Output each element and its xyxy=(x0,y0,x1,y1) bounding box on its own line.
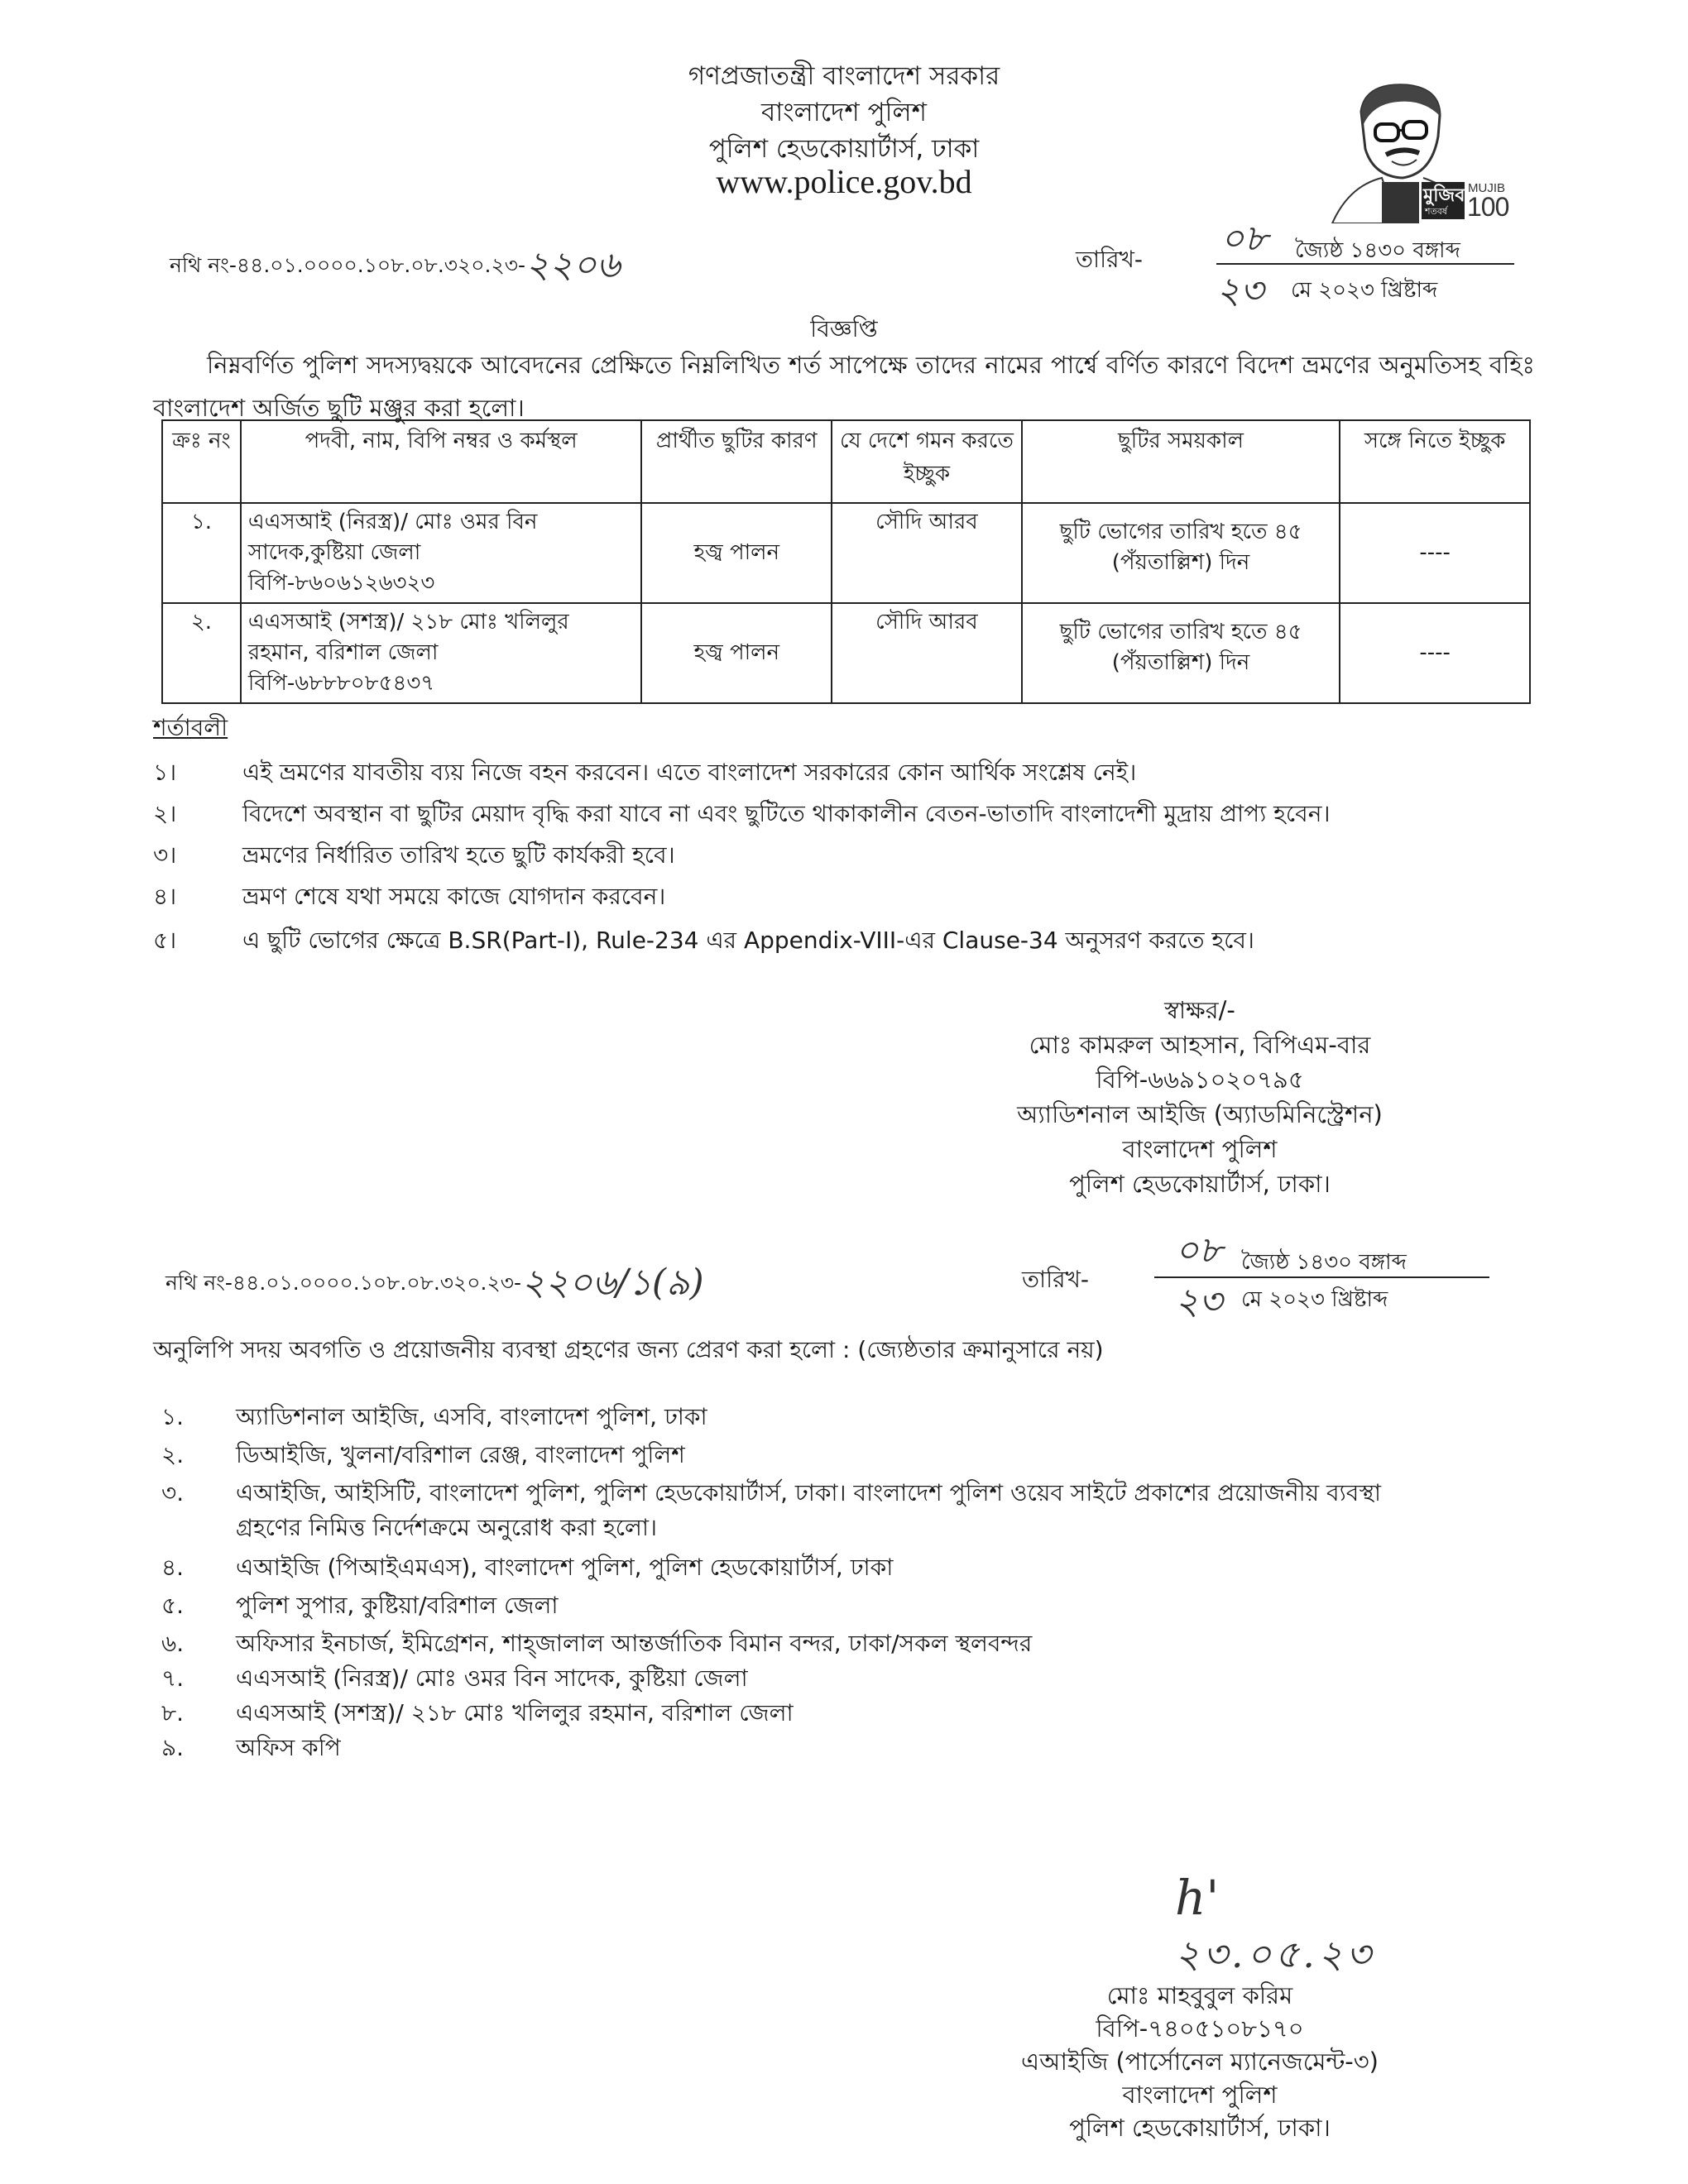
copy-text: পুলিশ সুপার, কুষ্টিয়া/বরিশাল জেলা xyxy=(236,1592,559,1619)
memo1-file-number xyxy=(170,237,620,298)
signatory1-bp: বিপি-৬৬৯১০২০৭৯৫ xyxy=(1096,1066,1304,1094)
signatory2-office: পুলিশ হেডকোয়ার্টার্স, ঢাকা। xyxy=(1069,2114,1331,2142)
copy-intro: অনুলিপি সদয় অবগতি ও প্রয়োজনীয় ব্যবস্থা গ্রহণের জন্য প্রেরণ করা হলো : (জ্যেষ্ঠতার ক্রমানুসারে নয়) xyxy=(153,1336,1104,1363)
memo1-file-number-handwritten: ২২০৬ xyxy=(525,244,621,286)
condition-item xyxy=(153,879,665,917)
condition-text: ভ্রমণের নির্ধারিত তারিখ হতে ছুটি কার্যকরী হবে। xyxy=(242,841,675,869)
copy-text: এআইজি, আইসিটি, বাংলাদেশ পুলিশ, পুলিশ হেডকোয়ার্টার্স, ঢাকা। বাংলাদেশ পুলিশ ওয়েব সাইটে প্রকাশের প্রয়োজনীয় ব্যবস্থা গ্রহণের নিমিত্ত নির্দেশক্রমে অনুরোধ করা হলো। xyxy=(236,1479,1381,1541)
row-country: সৌদি আরব xyxy=(832,503,1022,603)
letterhead-website: www.police.gov.bd xyxy=(716,163,972,200)
copy-number: ৮. xyxy=(161,1699,185,1727)
signatory2-block xyxy=(910,1979,1489,2144)
copy-number: ১. xyxy=(161,1403,185,1430)
memo1-date-label: তারিখ- xyxy=(1076,246,1144,273)
header-reason: প্রার্থীত ছুটির কারণ xyxy=(641,420,832,503)
condition-text: বিদেশে অবস্থান বা ছুটির মেয়াদ বৃদ্ধি করা যাবে না এবং ছুটিতে থাকাকালীন বেতন-ভাতাদি বাংলাদেশী মুদ্রায় প্রাপ্য হবেন। xyxy=(242,800,1331,827)
row-name-line1: এএসআই (সশস্ত্র)/ ২১৮ মোঃ খলিলুর xyxy=(247,610,569,635)
conditions-title: শর্তাবলী xyxy=(153,714,228,741)
copy-number: ৪. xyxy=(161,1554,185,1581)
header-companion: সঙ্গে নিতে ইচ্ছুক xyxy=(1340,420,1530,503)
header-designation-name: পদবী, নাম, বিপি নম্বর ও কর্মস্থল xyxy=(241,420,642,503)
row-reason: হজ্ব পালন xyxy=(641,603,832,703)
memo2-english-month-year: মে ২০২৩ খ্রিষ্টাব্দ xyxy=(1241,1287,1388,1312)
row-duration xyxy=(1022,603,1340,703)
mujib-100-logo xyxy=(1316,79,1509,223)
signatory1-name: মোঃ কামরুল আহসান, বিপিএম-বার xyxy=(1029,1031,1371,1059)
notice-title: বিজ্ঞপ্তি xyxy=(810,315,878,342)
copy-item xyxy=(161,1588,1394,1623)
row-duration-line2: (পঁয়তাল্লিশ) দিন xyxy=(1111,550,1250,575)
copy-item xyxy=(161,1400,1394,1434)
memo2-date-label: তারিখ- xyxy=(1022,1266,1090,1293)
signatory1-signed: স্বাক্ষর/- xyxy=(1164,996,1235,1024)
memo2-file-number-handwritten: ২২০৬/১(৯) xyxy=(521,1262,704,1304)
mujib-bangla-text: মুজিব xyxy=(1423,185,1465,206)
intro-paragraph: নিম্নবর্ণিত পুলিশ সদস্যদ্বয়কে আবেদনের প্রেক্ষিতে নিম্নলিখিত শর্ত সাপেক্ষে তাদের নামের পার্শ্বে বর্ণিত কারণে বিদেশ ভ্রমণের অনুমতিসহ বহিঃ বাংলাদেশ অর্জিত ছুটি মঞ্জুর করা হলো। xyxy=(153,351,1535,422)
condition-text: এই ভ্রমণের যাবতীয় ব্যয় নিজে বহন করবেন। এতে বাংলাদেশ সরকারের কোন আর্থিক সংশ্লেষ নেই। xyxy=(242,759,1137,786)
signatory1-org: বাংলাদেশ পুলিশ xyxy=(1122,1135,1278,1163)
table-row xyxy=(162,603,1530,703)
row-serial: ২. xyxy=(162,603,241,703)
row-country: সৌদি আরব xyxy=(832,603,1022,703)
copy-number: ৬. xyxy=(161,1630,185,1657)
copy-number: ৩. xyxy=(161,1479,185,1506)
copy-number: ২. xyxy=(161,1441,185,1468)
copy-item xyxy=(161,1550,1394,1585)
row-person xyxy=(241,503,642,603)
row-duration-line1: ছুটি ভোগের তারিখ হতে ৪৫ xyxy=(1059,520,1302,544)
condition-number: ১। xyxy=(153,759,177,786)
letterhead-office: পুলিশ হেডকোয়ার্টার্স, ঢাকা xyxy=(708,134,980,164)
row-name-line2: রহমান, বরিশাল জেলা xyxy=(247,640,439,665)
mujib-english-top: MUJIB xyxy=(1468,181,1505,195)
memo1-file-number-printed: নথি নং-৪৪.০১.০০০০.১০৮.০৮.৩২০.২৩- xyxy=(170,253,526,277)
copy-number: ৭. xyxy=(161,1664,185,1692)
row-serial: ১. xyxy=(162,503,241,603)
copy-text: ডিআইজি, খুলনা/বরিশাল রেঞ্জ, বাংলাদেশ পুলিশ xyxy=(236,1441,685,1468)
copy-text: এআইজি (পিআইএমএস), বাংলাদেশ পুলিশ, পুলিশ হেডকোয়ার্টার্স, ঢাকা xyxy=(236,1554,894,1581)
row-companion: ---- xyxy=(1340,503,1530,603)
header-duration: ছুটির সময়কাল xyxy=(1022,420,1340,503)
memo2-english-day: ২৩ xyxy=(1175,1281,1223,1323)
signature-date: ২৩.০৫.২৩ xyxy=(1175,1932,1374,1976)
condition-number: ৫। xyxy=(153,927,177,954)
mujib-bangla-sub: শতবর্ষ xyxy=(1425,206,1447,217)
condition-number: ৪। xyxy=(153,883,177,910)
row-name-line2: সাদেক,কুষ্টিয়া জেলা xyxy=(247,540,421,565)
copy-item xyxy=(161,1731,1394,1765)
condition-item xyxy=(153,922,1254,961)
condition-item xyxy=(153,837,675,876)
row-duration-line2: (পঁয়তাল্লিশ) দিন xyxy=(1111,650,1250,675)
signatory2-name: মোঃ মাহবুবুল করিম xyxy=(1106,1981,1293,2009)
copy-text: অফিসার ইনচার্জ, ইমিগ্রেশন, শাহ্জালাল আন্তর্জাতিক বিমান বন্দর, ঢাকা/সকল স্থলবন্দর xyxy=(236,1630,1033,1657)
memo2-file-number-printed: নথি নং-৪৪.০১.০০০০.১০৮.০৮.৩২০.২৩- xyxy=(165,1271,522,1295)
signatory2-designation: এআইজি (পার্সোনেল ম্যানেজমেন্ট-৩) xyxy=(1021,2048,1379,2076)
memo2-bangla-day: ০৮ xyxy=(1175,1229,1223,1272)
row-duration-line1: ছুটি ভোগের তারিখ হতে ৪৫ xyxy=(1059,620,1302,644)
letterhead-org: বাংলাদেশ পুলিশ xyxy=(761,98,927,127)
copy-item xyxy=(161,1476,1394,1545)
copy-item xyxy=(161,1696,1394,1731)
leave-table xyxy=(161,419,1531,704)
condition-text: এ ছুটি ভোগের ক্ষেত্রে B.SR(Part-I), Rule-234 এর Appendix-VIII-এর Clause-34 অনুসরণ করতে হবে। xyxy=(242,927,1254,954)
row-bp-number: বিপি-৬৮৮৮০৮৫৪৩৭ xyxy=(247,671,435,696)
signatory1-designation: অ্যাডিশনাল আইজি (অ্যাডমিনিস্ট্রেশন) xyxy=(1017,1100,1383,1128)
condition-item xyxy=(153,796,1330,835)
copy-text: অফিস কপি xyxy=(236,1734,341,1761)
copy-number: ৯. xyxy=(161,1734,185,1761)
copy-text: এএসআই (নিরস্ত্র)/ মোঃ ওমর বিন সাদেক, কুষ্টিয়া জেলা xyxy=(236,1664,748,1692)
copy-text: এএসআই (সশস্ত্র)/ ২১৮ মোঃ খলিলুর রহমান, বরিশাল জেলা xyxy=(236,1699,794,1727)
row-bp-number: বিপি-৮৬০৬১২৬৩২৩ xyxy=(247,571,435,596)
mujib-english-bottom: 100 xyxy=(1467,192,1509,222)
row-companion: ---- xyxy=(1340,603,1530,703)
memo1-english-day: ২৩ xyxy=(1216,270,1264,312)
row-reason: হজ্ব পালন xyxy=(641,503,832,603)
row-person xyxy=(241,603,642,703)
row-duration xyxy=(1022,503,1340,603)
signature-mark: h' xyxy=(1175,1870,1220,1926)
condition-item xyxy=(153,754,1136,793)
memo1-bangla-day: ০৮ xyxy=(1220,218,1268,260)
signatory1-block xyxy=(910,993,1489,1201)
header-country: যে দেশে গমন করতে ইচ্ছুক xyxy=(832,420,1022,503)
table-header-row xyxy=(162,420,1530,503)
letterhead-govt: গণপ্রজাতন্ত্রী বাংলাদেশ সরকার xyxy=(688,61,1000,91)
copy-text: অ্যাডিশনাল আইজি, এসবি, বাংলাদেশ পুলিশ, ঢাকা xyxy=(236,1403,707,1430)
memo1-english-month-year: মে ২০২৩ খ্রিষ্টাব্দ xyxy=(1291,278,1438,303)
signatory2-org: বাংলাদেশ পুলিশ xyxy=(1122,2081,1278,2109)
memo2-bangla-month-year: জ্যৈষ্ঠ ১৪৩০ বঙ্গাব্দ xyxy=(1241,1250,1407,1275)
memo1-bangla-month-year: জ্যৈষ্ঠ ১৪৩০ বঙ্গাব্দ xyxy=(1295,238,1460,263)
copy-number: ৫. xyxy=(161,1592,185,1619)
copy-item xyxy=(161,1438,1394,1473)
memo2-file-number xyxy=(165,1255,704,1315)
row-name-line1: এএসআই (নিরস্ত্র)/ মোঃ ওমর বিন xyxy=(247,510,538,534)
signatory2-bp: বিপি-৭৪০৫১০৮১৭০ xyxy=(1096,2014,1304,2043)
condition-number: ৩। xyxy=(153,841,177,869)
header-serial: ক্রঃ নং xyxy=(162,420,241,503)
copy-item xyxy=(161,1626,1394,1661)
copy-item xyxy=(161,1661,1394,1696)
signatory1-office: পুলিশ হেডকোয়ার্টার্স, ঢাকা। xyxy=(1069,1170,1331,1198)
condition-number: ২। xyxy=(153,800,177,827)
condition-text: ভ্রমণ শেষে যথা সময়ে কাজে যোগদান করবেন। xyxy=(242,883,666,910)
table-row xyxy=(162,503,1530,603)
